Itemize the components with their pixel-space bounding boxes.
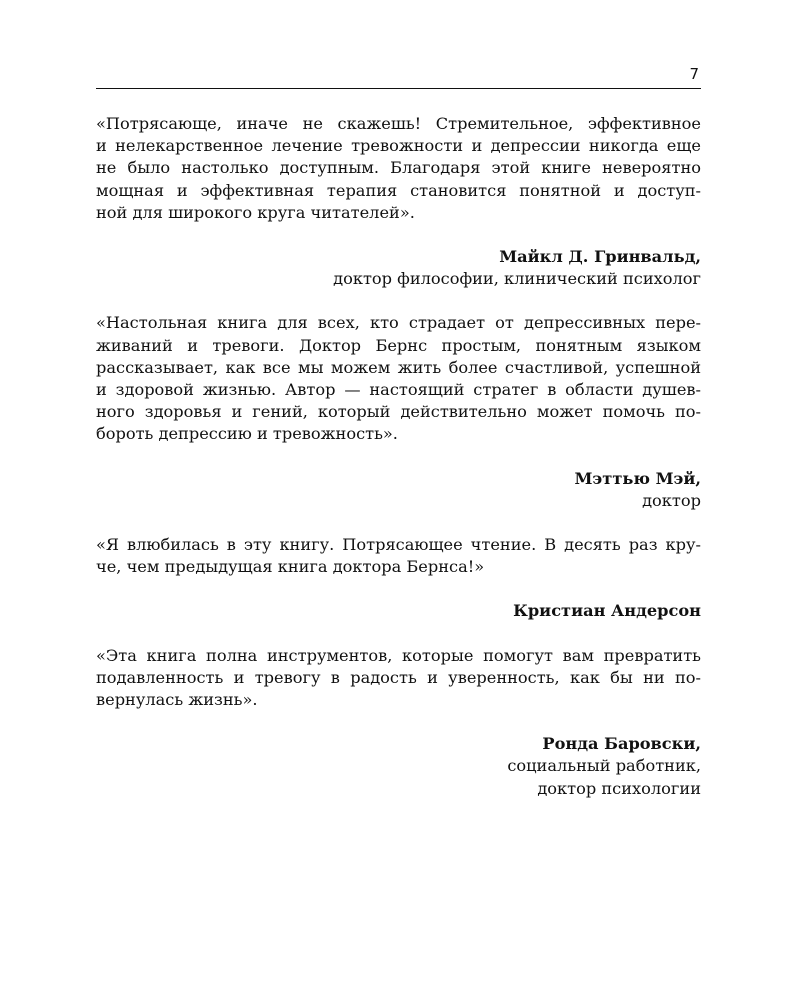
testimonial-attribution <box>96 468 701 512</box>
quote-line: живаний и тревоги. Доктор Бернс простым, понятным языком <box>96 335 701 355</box>
testimonial-attribution <box>96 733 701 800</box>
quote-line: не было настолько доступным. Благодаря этой книге невероятно <box>96 158 701 178</box>
quote-line: вернулась жизнь». <box>96 690 258 710</box>
quote-line: «Настольная книга для всех, кто страдает от депрессивных пере- <box>96 313 701 333</box>
author-title: социальный работник, <box>507 756 701 776</box>
quote-line: и здоровой жизнью. Автор — настоящий стратег в области душев- <box>96 380 701 400</box>
quote-line: «Я влюбилась в эту книгу. Потрясающее чтение. В десять раз кру- <box>96 535 701 555</box>
quote-line: «Потрясающе, иначе не скажешь! Стремительное, эффективное <box>96 114 701 133</box>
testimonial-quote <box>96 645 701 712</box>
quote-line: ного здоровья и гений, который действительно может помочь по- <box>96 402 701 422</box>
author-title: доктор философии, клинический психолог <box>333 269 701 289</box>
testimonial-attribution <box>96 600 701 622</box>
quote-line: и нелекарственное лечение тревожности и депрессии никогда еще <box>96 136 701 156</box>
testimonials-block <box>96 113 701 800</box>
header-rule <box>96 88 701 89</box>
quote-line: «Эта книга полна инструментов, которые помогут вам превратить <box>96 645 701 665</box>
author-name: Мэттью Мэй, <box>574 468 701 488</box>
quote-line: подавленность и тревогу в радость и уверенность, как бы ни по- <box>96 667 701 687</box>
author-title: доктор <box>642 490 701 510</box>
quote-line: бороть депрессию и тревожность». <box>96 424 398 444</box>
quote-line: рассказывает, как все мы можем жить более счастливой, успешной <box>96 357 701 377</box>
quote-line: че, чем предыдущая книга доктора Бернса!» <box>96 557 485 577</box>
page-number: 7 <box>689 65 699 83</box>
quote-line: мощная и эффективная терапия становится понятной и доступ- <box>96 180 701 200</box>
testimonial-attribution <box>96 246 701 290</box>
author-name: Кристиан Андерсон <box>513 601 701 621</box>
testimonial-quote <box>96 113 701 224</box>
testimonial-quote <box>96 534 701 578</box>
author-title: доктор психологии <box>537 778 701 798</box>
author-name: Ронда Баровски, <box>542 734 701 754</box>
testimonial-quote <box>96 312 701 445</box>
author-name: Майкл Д. Гринвальд, <box>499 247 701 267</box>
quote-line: ной для широкого круга читателей». <box>96 202 415 222</box>
